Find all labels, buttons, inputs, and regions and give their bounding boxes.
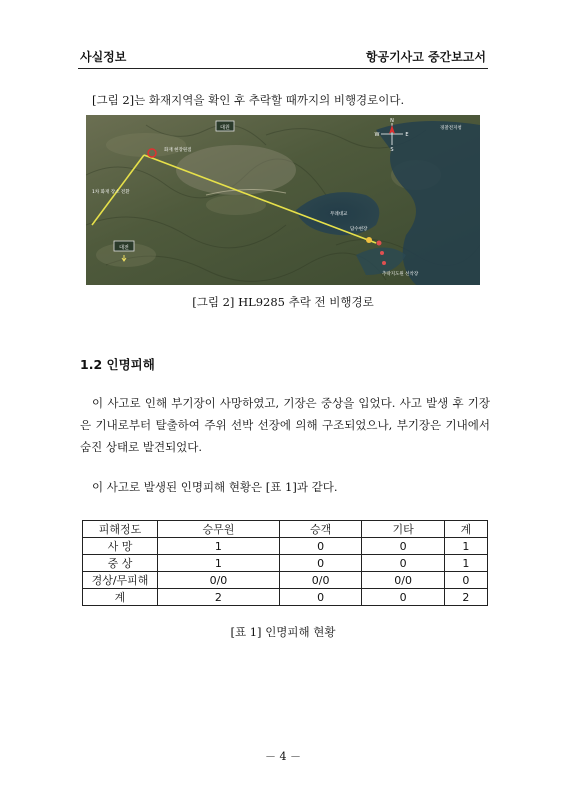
table-header-cell: 계 xyxy=(444,521,487,538)
casualty-table xyxy=(82,520,488,606)
table-cell: 1 xyxy=(444,538,487,555)
flight-path-map xyxy=(86,115,480,285)
map-label-bottom-left-box: 대전 xyxy=(119,245,129,251)
svg-text:E: E xyxy=(405,132,409,138)
intro-text: [그림 2]는 화재지역을 확인 후 추락할 때까지의 비행경로이다. xyxy=(92,93,405,107)
table-cell: 중 상 xyxy=(83,555,158,572)
table-cell: 0 xyxy=(279,538,362,555)
header-report-title: 항공기사고 중간보고서 xyxy=(365,50,486,64)
header-category: 사실정보 xyxy=(80,50,127,64)
table-row xyxy=(83,572,488,589)
satellite-map-image xyxy=(86,115,480,285)
svg-text:S: S xyxy=(390,147,394,153)
table-cell: 사 망 xyxy=(83,538,158,555)
map-label-mid: 무례대교 xyxy=(330,212,348,217)
table-cell: 0/0 xyxy=(158,572,280,589)
table-cell: 0/0 xyxy=(279,572,362,589)
paragraph-casualty-summary: 이 사고로 인해 부기장이 사망하였고, 기장은 중상을 입었다. 사고 발생 후 기장은 기내로부터 탈출하여 주위 선박 선장에 의해 구조되었으나, 부기장은 기내에서 숨진 상태로 발견되었다. xyxy=(80,396,490,454)
table-header-row xyxy=(83,521,488,538)
map-label-top-box: 대원 xyxy=(220,125,230,131)
table-cell: 0 xyxy=(279,555,362,572)
map-label-fire-point: 화재 현장원점 xyxy=(164,148,192,153)
table-header-cell: 기타 xyxy=(362,521,445,538)
map-label-right-top: 경찰전지청 xyxy=(440,126,462,131)
table-header-cell: 승객 xyxy=(279,521,362,538)
table-cell: 계 xyxy=(83,589,158,606)
table-cell: 1 xyxy=(444,555,487,572)
table-cell: 1 xyxy=(158,555,280,572)
paragraph-table-reference: 이 사고로 발생된 인명피해 현황은 [표 1]과 같다. xyxy=(92,480,338,494)
map-label-right-bottom: 추락지도원 선착장 xyxy=(382,272,419,277)
table-row xyxy=(83,555,488,572)
svg-text:W: W xyxy=(374,132,380,138)
table-cell: 0 xyxy=(444,572,487,589)
table-row xyxy=(83,538,488,555)
table-cell: 0 xyxy=(279,589,362,606)
map-label-left: 1차 화재 장소 전환 xyxy=(92,190,130,195)
header-divider xyxy=(78,68,488,69)
table-cell: 경상/무피해 xyxy=(83,572,158,589)
figure-caption: [그림 2] HL9285 추락 전 비행경로 xyxy=(192,295,374,309)
table-cell: 2 xyxy=(444,589,487,606)
svg-text:N: N xyxy=(390,118,394,124)
table-row xyxy=(83,589,488,606)
crash-site-marker xyxy=(366,237,372,243)
table-cell: 1 xyxy=(158,538,280,555)
table-cell: 0 xyxy=(362,538,445,555)
table-caption: [표 1] 인명피해 현황 xyxy=(230,625,336,639)
table-cell: 0 xyxy=(362,555,445,572)
table-header-cell: 승무원 xyxy=(158,521,280,538)
page-number: － 4 － xyxy=(265,750,301,763)
table-cell: 0/0 xyxy=(362,572,445,589)
table-header-cell: 피해정도 xyxy=(83,521,158,538)
section-title: 1.2 인명피해 xyxy=(80,357,155,372)
map-label-crash: 담수현장 xyxy=(350,227,368,232)
table-cell: 0 xyxy=(362,589,445,606)
table-cell: 2 xyxy=(158,589,280,606)
